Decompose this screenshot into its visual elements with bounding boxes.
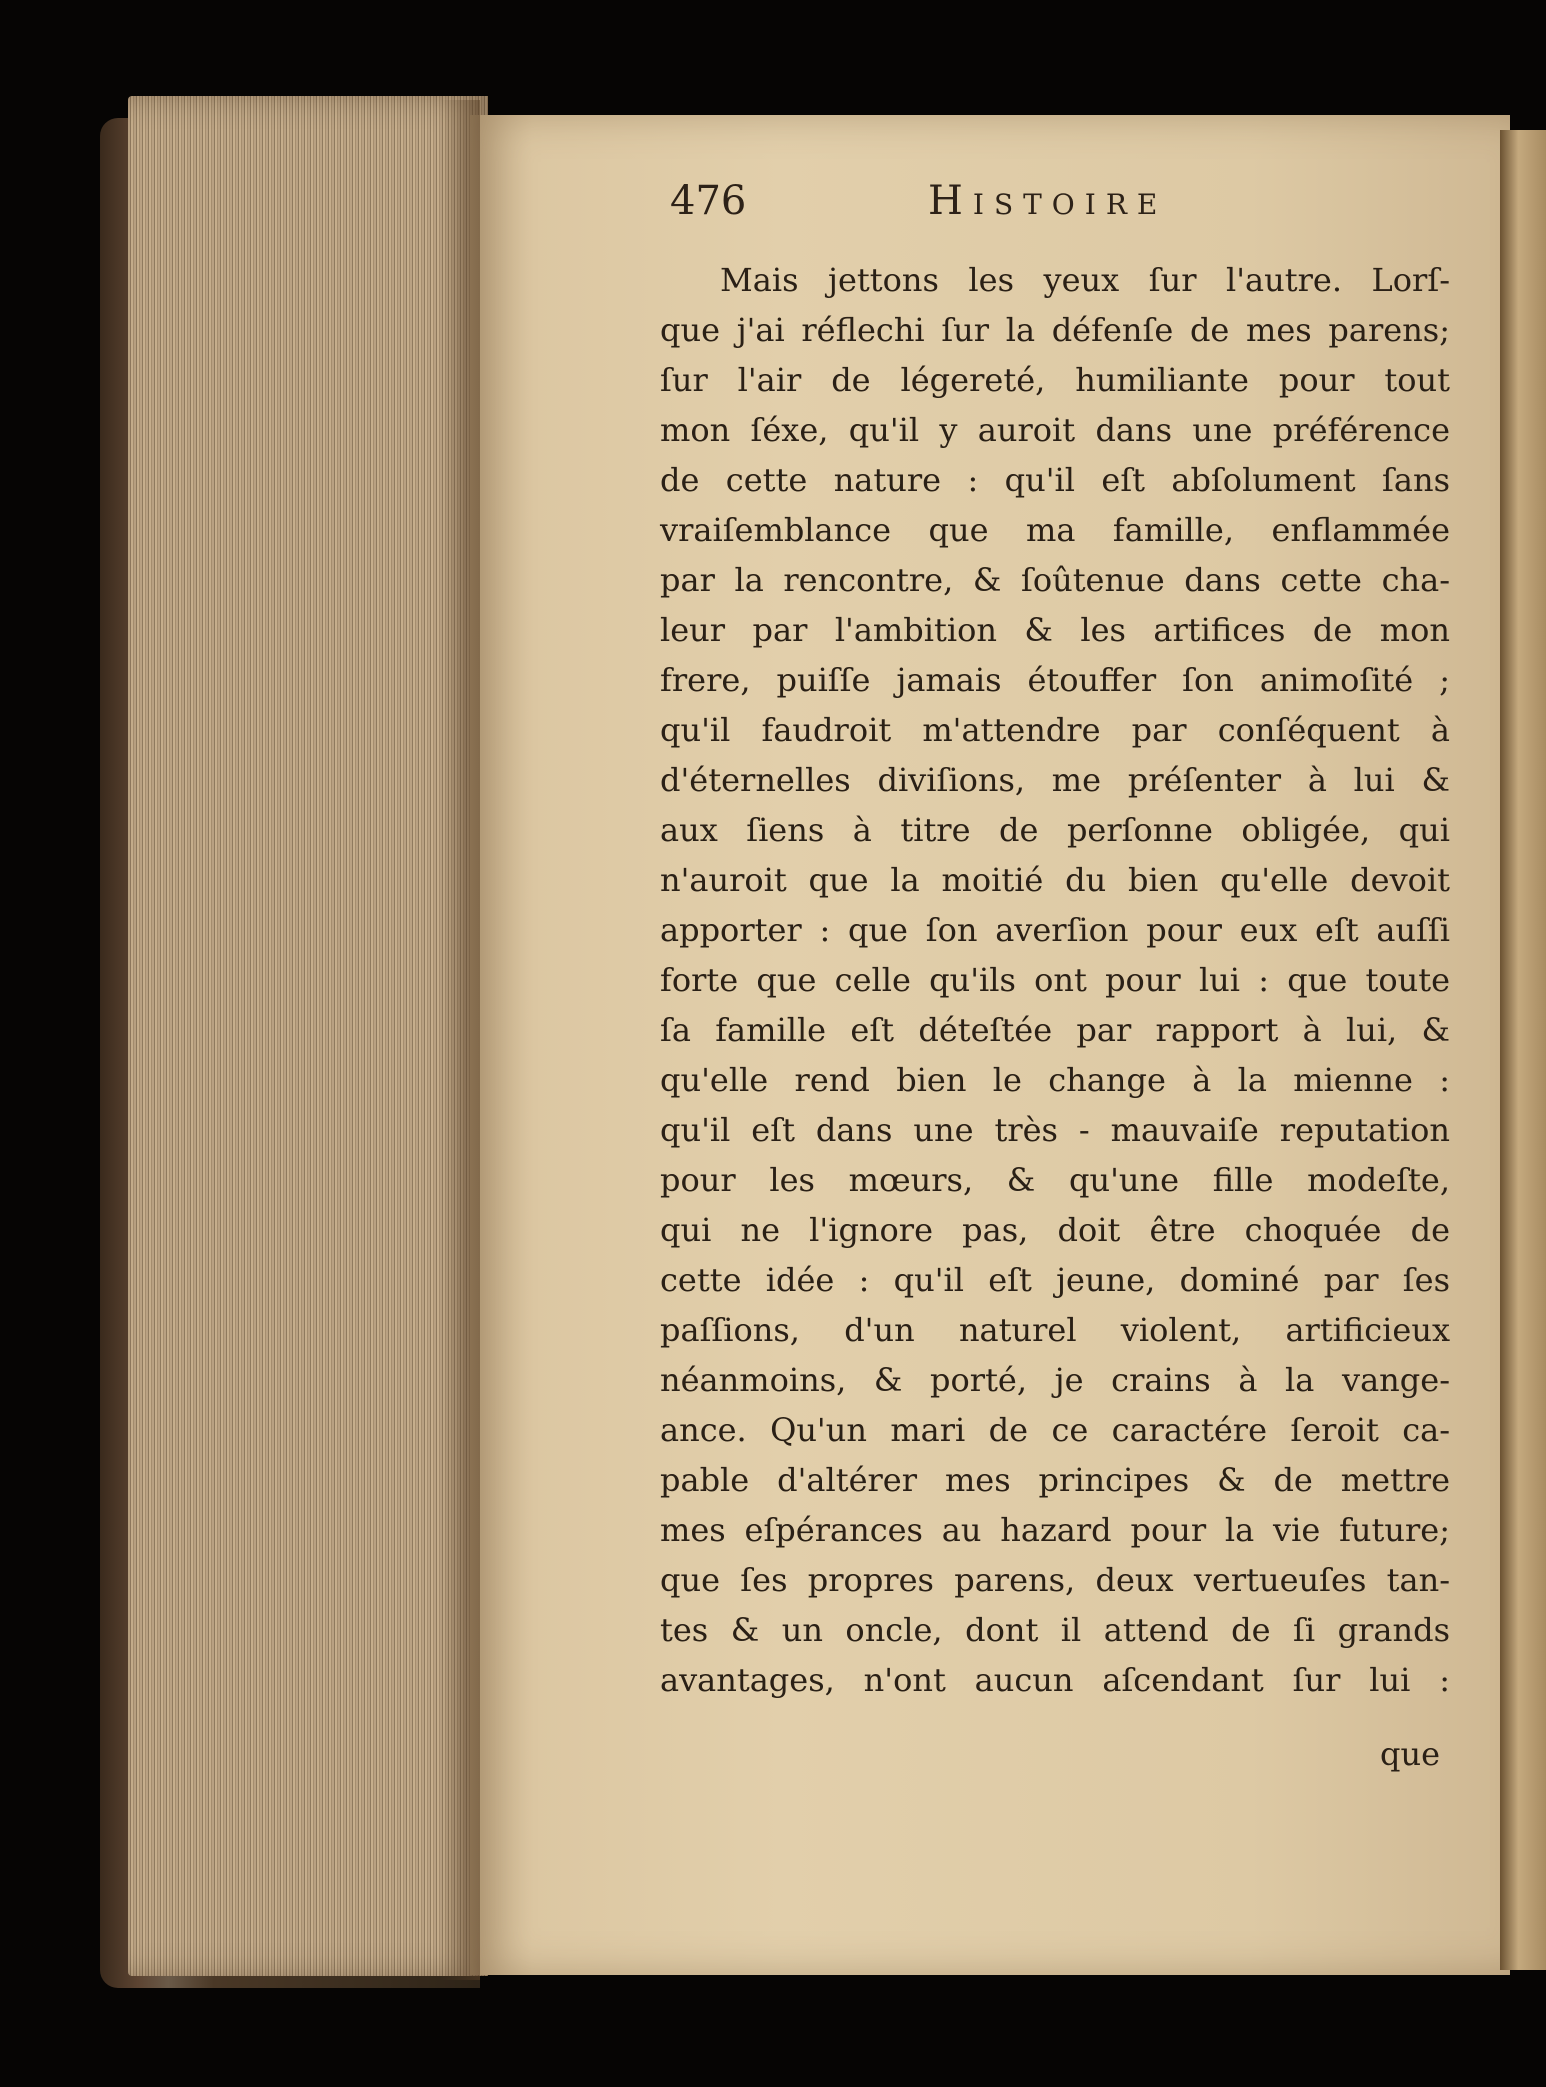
page-edges <box>128 96 488 1976</box>
text-line: n'auroit que la moitié du bien qu'elle devoit <box>660 861 1450 899</box>
facing-page-edge <box>1500 130 1546 1970</box>
text-line: qu'elle rend bien le change à la mienne : <box>660 1061 1450 1099</box>
text-line: paſſions, d'un naturel violent, artificieux <box>660 1311 1450 1349</box>
text-line: ſa famille eſt déteſtée par rapport à lui, & <box>660 1011 1450 1049</box>
text-line: de cette nature : qu'il eſt abſolument ſans <box>660 461 1450 499</box>
page-number: 476 <box>670 178 747 224</box>
text-line: vraiſemblance que ma famille, enflammée <box>660 511 1450 549</box>
text-line: d'éternelles diviſions, me préſenter à lui & <box>660 761 1450 799</box>
text-line: Mais jettons les yeux ſur l'autre. Lorſ- <box>720 261 1450 299</box>
body-text <box>660 255 1450 1705</box>
text-line: forte que celle qu'ils ont pour lui : que toute <box>660 961 1450 999</box>
text-line: mon ſéxe, qu'il y auroit dans une préférence <box>660 411 1450 449</box>
text-line: ſur l'air de légereté, humiliante pour tout <box>660 361 1450 399</box>
text-line: néanmoins, & porté, je crains à la vange- <box>660 1361 1450 1399</box>
text-line: pable d'altérer mes principes & de mettre <box>660 1461 1450 1499</box>
text-line: leur par l'ambition & les artifices de mon <box>660 611 1450 649</box>
text-line: frere, puiſſe jamais étouffer ſon animoſité ; <box>660 661 1450 699</box>
text-line: cette idée : qu'il eſt jeune, dominé par ſes <box>660 1261 1450 1299</box>
running-head: Histoire <box>928 178 1168 224</box>
page-header <box>670 178 1430 238</box>
text-line: qui ne l'ignore pas, doit être choquée de <box>660 1211 1450 1249</box>
text-line: avantages, n'ont aucun aſcendant ſur lui : <box>660 1661 1450 1699</box>
text-line: pour les mœurs, & qu'une fille modeſte, <box>660 1161 1450 1199</box>
text-line: que j'ai réflechi ſur la défenſe de mes parens; <box>660 311 1450 349</box>
catchword: que <box>1380 1735 1441 1773</box>
text-line: apporter : que ſon averſion pour eux eſt auſſi <box>660 911 1450 949</box>
text-line: aux ſiens à titre de perſonne obligée, qui <box>660 811 1450 849</box>
text-line: ance. Qu'un mari de ce caractére ſeroit ca- <box>660 1411 1450 1449</box>
text-line: que ſes propres parens, deux vertueuſes tan- <box>660 1561 1450 1599</box>
text-line: par la rencontre, & ſoûtenue dans cette cha- <box>660 561 1450 599</box>
text-line: tes & un oncle, dont il attend de ſi grands <box>660 1611 1450 1649</box>
text-line: mes eſpérances au hazard pour la vie future; <box>660 1511 1450 1549</box>
text-line: qu'il faudroit m'attendre par conſéquent à <box>660 711 1450 749</box>
book-gutter <box>440 100 480 1980</box>
text-line: qu'il eſt dans une très - mauvaiſe reputation <box>660 1111 1450 1149</box>
